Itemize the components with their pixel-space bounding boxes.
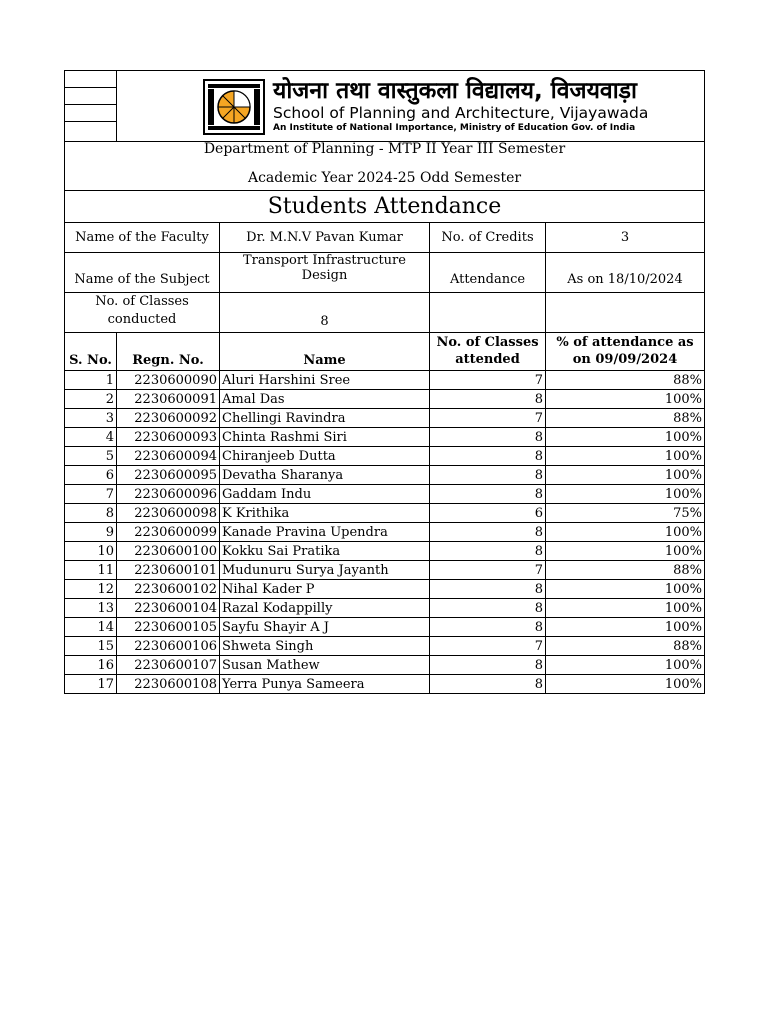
student-name-cell: Devatha Sharanya xyxy=(220,466,430,485)
attendance-percent-cell: 88% xyxy=(546,409,705,428)
student-name-cell: Chinta Rashmi Siri xyxy=(220,428,430,447)
credits-value: 3 xyxy=(546,223,705,253)
attendance-percent-cell: 100% xyxy=(546,466,705,485)
col-header-name: Name xyxy=(220,333,430,371)
col-header-sno: S. No. xyxy=(65,333,117,371)
classes-attended-cell: 8 xyxy=(430,390,546,409)
student-rows xyxy=(65,371,705,694)
classes-attended-cell: 8 xyxy=(430,523,546,542)
serial-number-cell: 4 xyxy=(65,428,117,447)
serial-number-cell: 17 xyxy=(65,675,117,694)
table-row xyxy=(65,599,705,618)
registration-number-cell: 2230600101 xyxy=(117,561,220,580)
student-name-cell: Mudunuru Surya Jayanth xyxy=(220,561,430,580)
attendance-percent-cell: 100% xyxy=(546,675,705,694)
institute-tagline: An Institute of National Importance, Ministry of Education Gov. of India xyxy=(273,123,636,133)
blank-cell xyxy=(546,293,705,333)
registration-number-cell: 2230600102 xyxy=(117,580,220,599)
attendance-table xyxy=(64,70,705,694)
classes-attended-cell: 7 xyxy=(430,637,546,656)
serial-number-cell: 2 xyxy=(65,390,117,409)
classes-conducted-value: 8 xyxy=(220,293,430,333)
serial-number-cell: 1 xyxy=(65,371,117,390)
registration-number-cell: 2230600090 xyxy=(117,371,220,390)
blank-cell xyxy=(65,122,117,142)
student-name-cell: Chellingi Ravindra xyxy=(220,409,430,428)
faculty-value: Dr. M.N.V Pavan Kumar xyxy=(220,223,430,253)
registration-number-cell: 2230600100 xyxy=(117,542,220,561)
department-block xyxy=(65,142,705,191)
student-name-cell: Gaddam Indu xyxy=(220,485,430,504)
registration-number-cell: 2230600093 xyxy=(117,428,220,447)
table-row xyxy=(65,371,705,390)
registration-number-cell: 2230600092 xyxy=(117,409,220,428)
registration-number-cell: 2230600106 xyxy=(117,637,220,656)
table-row xyxy=(65,485,705,504)
attendance-percent-cell: 100% xyxy=(546,447,705,466)
table-row xyxy=(65,542,705,561)
student-name-cell: Nihal Kader P xyxy=(220,580,430,599)
blank-cell xyxy=(65,71,117,88)
serial-number-cell: 3 xyxy=(65,409,117,428)
registration-number-cell: 2230600096 xyxy=(117,485,220,504)
student-name-cell: Sayfu Shayir A J xyxy=(220,618,430,637)
table-row xyxy=(65,618,705,637)
institute-logo-icon xyxy=(203,79,265,135)
classes-conducted-label: No. of Classes conducted xyxy=(65,293,220,333)
attendance-percent-cell: 100% xyxy=(546,542,705,561)
serial-number-cell: 15 xyxy=(65,637,117,656)
student-name-cell: Aluri Harshini Sree xyxy=(220,371,430,390)
table-row xyxy=(65,675,705,694)
table-row xyxy=(65,637,705,656)
attendance-percent-cell: 100% xyxy=(546,580,705,599)
institute-hindi-name: योजना तथा वास्तुकला विद्यालय, विजयवाड़ा xyxy=(273,78,637,104)
academic-year-line: Academic Year 2024-25 Odd Semester xyxy=(247,170,522,186)
serial-number-cell: 5 xyxy=(65,447,117,466)
classes-attended-cell: 8 xyxy=(430,428,546,447)
serial-number-cell: 14 xyxy=(65,618,117,637)
col-header-percent: % of attendance as on 09/09/2024 xyxy=(546,333,705,371)
student-name-cell: Kokku Sai Pratika xyxy=(220,542,430,561)
classes-attended-cell: 8 xyxy=(430,580,546,599)
table-row xyxy=(65,409,705,428)
classes-attended-cell: 8 xyxy=(430,466,546,485)
classes-attended-cell: 8 xyxy=(430,542,546,561)
institute-english-name: School of Planning and Architecture, Vijayawada xyxy=(273,104,649,122)
student-name-cell: Susan Mathew xyxy=(220,656,430,675)
attendance-percent-cell: 88% xyxy=(546,637,705,656)
subject-label: Name of the Subject xyxy=(65,253,220,293)
classes-attended-cell: 8 xyxy=(430,618,546,637)
serial-number-cell: 8 xyxy=(65,504,117,523)
attendance-percent-cell: 100% xyxy=(546,599,705,618)
attendance-percent-cell: 75% xyxy=(546,504,705,523)
attendance-percent-cell: 100% xyxy=(546,656,705,675)
student-name-cell: Kanade Pravina Upendra xyxy=(220,523,430,542)
classes-attended-cell: 7 xyxy=(430,371,546,390)
registration-number-cell: 2230600104 xyxy=(117,599,220,618)
table-row xyxy=(65,656,705,675)
registration-number-cell: 2230600107 xyxy=(117,656,220,675)
classes-attended-cell: 8 xyxy=(430,599,546,618)
classes-attended-cell: 7 xyxy=(430,409,546,428)
registration-number-cell: 2230600099 xyxy=(117,523,220,542)
blank-cell xyxy=(65,88,117,105)
credits-label: No. of Credits xyxy=(430,223,546,253)
subject-value: Transport Infrastructure Design xyxy=(220,253,430,293)
table-row xyxy=(65,580,705,599)
institute-branding xyxy=(203,79,648,135)
serial-number-cell: 7 xyxy=(65,485,117,504)
table-row xyxy=(65,561,705,580)
table-row xyxy=(65,447,705,466)
attendance-percent-cell: 100% xyxy=(546,523,705,542)
registration-number-cell: 2230600098 xyxy=(117,504,220,523)
student-name-cell: Yerra Punya Sameera xyxy=(220,675,430,694)
table-row xyxy=(65,523,705,542)
serial-number-cell: 10 xyxy=(65,542,117,561)
attendance-percent-cell: 100% xyxy=(546,618,705,637)
student-name-cell: K Krithika xyxy=(220,504,430,523)
serial-number-cell: 6 xyxy=(65,466,117,485)
table-row xyxy=(65,428,705,447)
registration-number-cell: 2230600108 xyxy=(117,675,220,694)
attendance-date: As on 18/10/2024 xyxy=(546,253,705,293)
blank-cell xyxy=(65,105,117,122)
classes-attended-cell: 7 xyxy=(430,561,546,580)
classes-attended-cell: 8 xyxy=(430,485,546,504)
registration-number-cell: 2230600095 xyxy=(117,466,220,485)
attendance-percent-cell: 100% xyxy=(546,390,705,409)
table-row xyxy=(65,390,705,409)
attendance-percent-cell: 100% xyxy=(546,485,705,504)
student-name-cell: Chiranjeeb Dutta xyxy=(220,447,430,466)
institute-header xyxy=(117,71,705,142)
department-line: Department of Planning - MTP II Year III Semester xyxy=(203,141,566,157)
classes-attended-cell: 8 xyxy=(430,675,546,694)
attendance-sheet xyxy=(64,70,704,694)
registration-number-cell: 2230600105 xyxy=(117,618,220,637)
student-name-cell: Razal Kodappilly xyxy=(220,599,430,618)
classes-attended-cell: 8 xyxy=(430,447,546,466)
classes-attended-cell: 6 xyxy=(430,504,546,523)
serial-number-cell: 11 xyxy=(65,561,117,580)
attendance-percent-cell: 88% xyxy=(546,371,705,390)
registration-number-cell: 2230600091 xyxy=(117,390,220,409)
serial-number-cell: 12 xyxy=(65,580,117,599)
table-row xyxy=(65,466,705,485)
serial-number-cell: 9 xyxy=(65,523,117,542)
student-name-cell: Amal Das xyxy=(220,390,430,409)
classes-attended-cell: 8 xyxy=(430,656,546,675)
page-title: Students Attendance xyxy=(65,191,705,223)
attendance-percent-cell: 88% xyxy=(546,561,705,580)
col-header-attended: No. of Classes attended xyxy=(430,333,546,371)
table-row xyxy=(65,504,705,523)
faculty-label: Name of the Faculty xyxy=(65,223,220,253)
attendance-percent-cell: 100% xyxy=(546,428,705,447)
serial-number-cell: 16 xyxy=(65,656,117,675)
blank-cell xyxy=(430,293,546,333)
serial-number-cell: 13 xyxy=(65,599,117,618)
student-name-cell: Shweta Singh xyxy=(220,637,430,656)
col-header-regn: Regn. No. xyxy=(117,333,220,371)
attendance-label: Attendance xyxy=(430,253,546,293)
registration-number-cell: 2230600094 xyxy=(117,447,220,466)
